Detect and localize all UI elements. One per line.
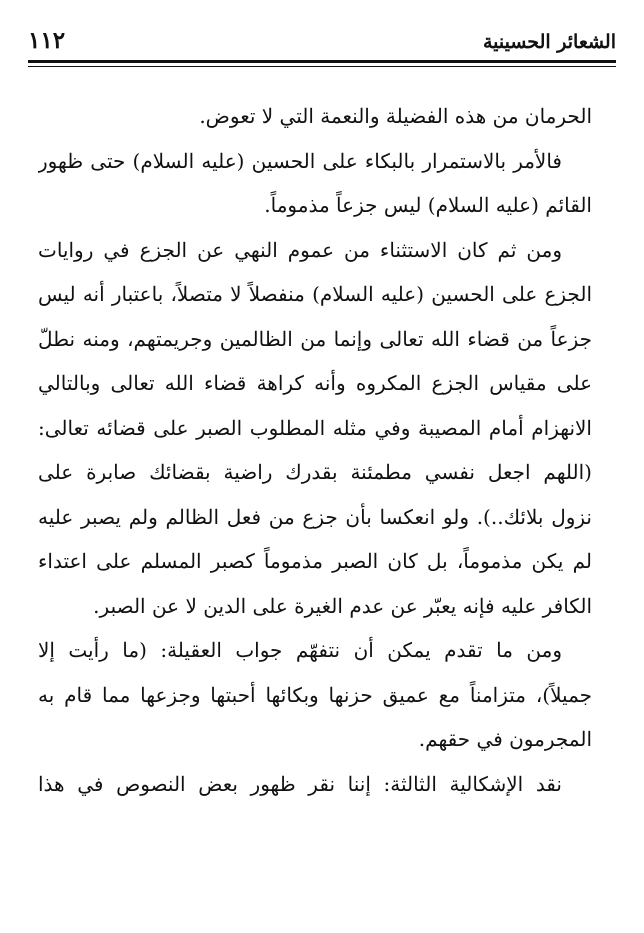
- running-title: الشعائر الحسينية: [482, 31, 616, 53]
- text-line: الجزع على الحسين (عليه السلام) منفصلاً لا متصلاً، باعتبار أنه ليس: [38, 282, 592, 306]
- text-line: ومن ثم كان الاستثناء من عموم النهي عن الجزع في روايات: [38, 237, 562, 262]
- header-rule-thin: [28, 66, 616, 67]
- text-line: على مقياس الجزع المكروه وأنه كراهة قضاء الله تعالى وبالتالي: [38, 371, 592, 395]
- text-line: القائم (عليه السلام) ليس جزعاً مذموماً.: [264, 193, 592, 217]
- text-line: الانهزام أمام المصيبة وفي مثله المطلوب الصبر على قضائه تعالى:: [38, 415, 592, 440]
- text-line: المجرمون في حقهم.: [418, 727, 592, 751]
- text-line: نزول بلائك..). ولو انعكسا بأن جزع من فعل الظالم ولم يصبر عليه: [38, 504, 592, 529]
- text-line: (اللهم اجعل نفسي مطمئنة بقدرك راضية بقضائك صابرة على: [38, 460, 592, 484]
- text-line: الكافر عليه فإنه يعبّر عن عدم الغيرة على الدين لا عن الصبر.: [93, 593, 592, 618]
- text-line: نقد الإشكالية الثالثة: إننا نقر ظهور بعض النصوص في هذا: [38, 771, 562, 796]
- text-line: لم يكن مذموماً، بل كان الصبر مذموماً كصبر المسلم على اعتداء: [38, 549, 592, 573]
- page-header: [28, 26, 616, 58]
- header-rule-thick: [28, 60, 616, 63]
- text-line: جميلاً)، متزامناً مع عميق حزنها وبكائها أحبتها وجزعها مما قام به: [38, 682, 592, 707]
- text-line: فالأمر بالاستمرار بالبكاء على الحسين (عليه السلام) حتى ظهور: [38, 148, 562, 173]
- text-line: جزعاً من قضاء الله تعالى وإنما من الظالمين وجريمتهم، ومنه نطلّ: [38, 326, 592, 351]
- body-text: [38, 94, 592, 806]
- page-number: ١١٢: [28, 27, 66, 54]
- text-line: الحرمان من هذه الفضيلة والنعمة التي لا تعوض.: [199, 104, 592, 128]
- text-line: ومن ما تقدم يمكن أن نتفهّم جواب العقيلة: (ما رأيت إلا: [38, 638, 562, 662]
